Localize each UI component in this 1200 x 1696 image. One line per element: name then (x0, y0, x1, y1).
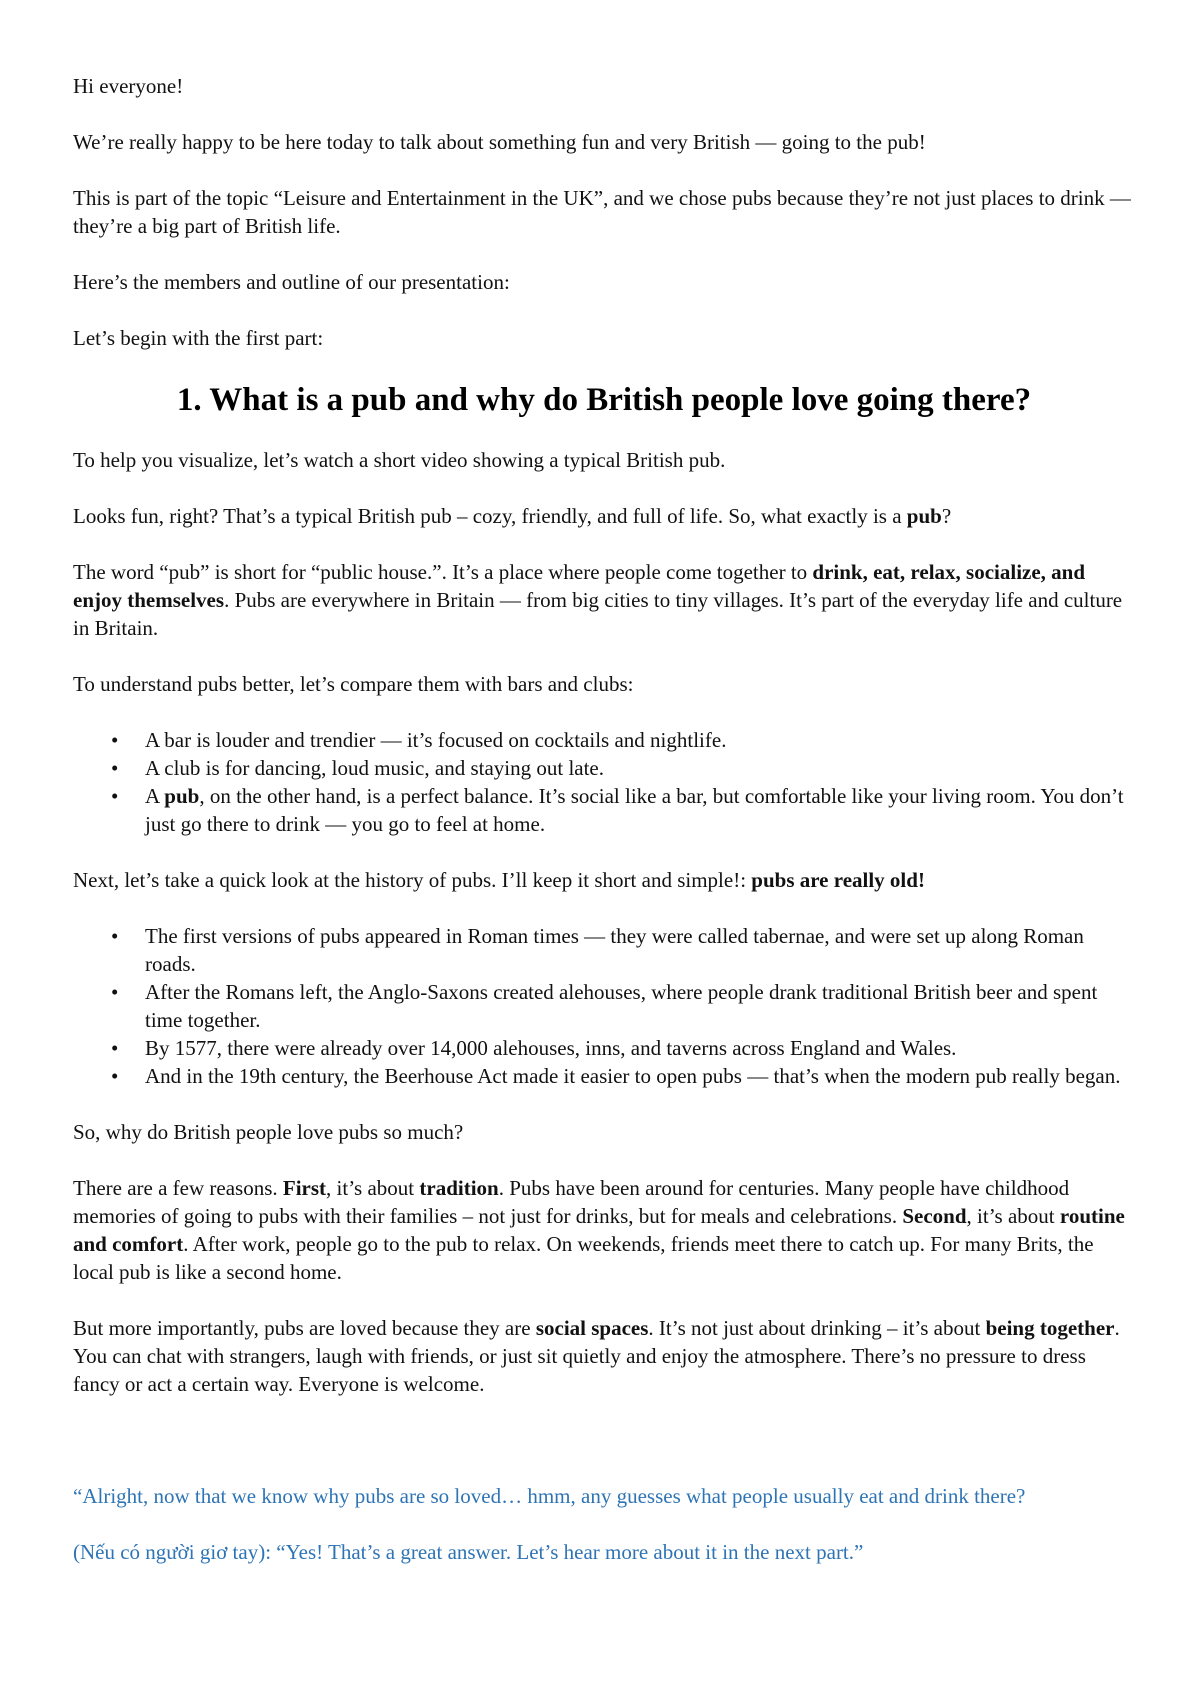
list-item (73, 754, 1135, 782)
begin-paragraph: Let’s begin with the first part: (73, 326, 324, 350)
looks-fun-text: Looks fun, right? That’s a typical British pub – cozy, friendly, and full of life. So, what exactly is a (73, 504, 907, 528)
compare-intro-paragraph: To understand pubs better, let’s compare them with bars and clubs: (73, 672, 634, 696)
reasons-text-4: , it’s about (966, 1204, 1060, 1228)
compare-pub-post: , on the other hand, is a perfect balance. It’s social like a bar, but comfortable like your living room. You don’t just go there to drink — you go to feel at home. (145, 784, 1124, 836)
compare-pub-bold: pub (164, 784, 200, 808)
looks-fun-end: ? (941, 504, 952, 528)
bullet-glyph: • (111, 1036, 119, 1060)
bullet-glyph: • (111, 1064, 119, 1088)
reasons-text-2: , it’s about (326, 1176, 420, 1200)
reasons-bold-tradition: tradition (419, 1176, 499, 1200)
response-note-paragraph: (Nếu có người giơ tay): “Yes! That’s a great answer. Let’s hear more about it in the next part.” (73, 1540, 864, 1564)
looks-fun-paragraph (73, 502, 1135, 530)
reasons-bold-second: Second (902, 1204, 967, 1228)
list-item (73, 1034, 1135, 1062)
reasons-bold-first: First (282, 1176, 327, 1200)
outline-paragraph: Here’s the members and outline of our presentation: (73, 270, 510, 294)
social-bold-together: being together (985, 1316, 1115, 1340)
history-item-text: And in the 19th century, the Beerhouse Act made it easier to open pubs — that’s when the modern pub really began. (145, 1064, 1121, 1088)
history-item-text: After the Romans left, the Anglo-Saxons created alehouses, where people drank traditional British beer and spent time together. (145, 980, 1098, 1032)
section-heading: 1. What is a pub and why do British people love going there? (176, 382, 1032, 418)
word-pub-paragraph (73, 558, 1135, 642)
list-item (73, 1062, 1135, 1090)
reasons-paragraph (73, 1174, 1135, 1286)
why-question-paragraph: So, why do British people love pubs so much? (73, 1120, 464, 1144)
word-pub-bold-1: drink, eat, relax, socialize, and enjoy themselves (73, 560, 1086, 612)
reasons-text-3: . Pubs have been around for centuries. Many people have childhood memories of going to pubs with their families – not just for drinks, but for meals and celebrations. (73, 1176, 1070, 1228)
history-item-text: The first versions of pubs appeared in Roman times — they were called tabernae, and were set up along Roman roads. (145, 924, 1084, 976)
list-item (73, 782, 1135, 838)
bullet-glyph: • (111, 924, 119, 948)
compare-list (73, 726, 1135, 838)
history-item-text: By 1577, there were already over 14,000 alehouses, inns, and taverns across England and Wales. (145, 1036, 957, 1060)
bullet-glyph: • (111, 728, 119, 752)
bullet-glyph: • (111, 784, 119, 808)
word-pub-text-1: The word “pub” is short for “public house.”. It’s a place where people come together to (73, 560, 813, 584)
social-text-1: But more importantly, pubs are loved because they are (73, 1316, 536, 1340)
list-item (73, 978, 1135, 1034)
word-pub-text-2: . Pubs are everywhere in Britain — from big cities to tiny villages. It’s part of the everyday life and culture in Britain. (73, 588, 1123, 640)
topic-paragraph: This is part of the topic “Leisure and Entertainment in the UK”, and we chose pubs because they’re not just places to drink — they’re a big part of British life. (73, 186, 1131, 238)
social-text-2: . It’s not just about drinking – it’s about (648, 1316, 986, 1340)
intro-paragraph: We’re really happy to be here today to talk about something fun and very British — going to the pub! (73, 130, 926, 154)
history-intro-bold: pubs are really old! (751, 868, 925, 892)
history-intro-paragraph (73, 866, 1135, 894)
list-item (73, 922, 1135, 978)
social-bold-spaces: social spaces (535, 1316, 649, 1340)
bullet-glyph: • (111, 980, 119, 1004)
transition-quote-paragraph: “Alright, now that we know why pubs are so loved… hmm, any guesses what people usually eat and drink there? (73, 1484, 1026, 1508)
list-item (73, 726, 1135, 754)
compare-club-text: A club is for dancing, loud music, and staying out late. (145, 756, 605, 780)
history-list (73, 922, 1135, 1090)
compare-pub-pre: A (145, 784, 165, 808)
video-paragraph: To help you visualize, let’s watch a short video showing a typical British pub. (73, 448, 726, 472)
social-text-3: . You can chat with strangers, laugh with friends, or just sit quietly and enjoy the atmosphere. There’s no pressure to dress fancy or act a certain way. Everyone is welcome. (73, 1316, 1120, 1396)
blank-space (73, 1426, 1135, 1482)
compare-bar-text: A bar is louder and trendier — it’s focused on cocktails and nightlife. (145, 728, 727, 752)
reasons-text-1: There are a few reasons. (73, 1176, 283, 1200)
social-paragraph (73, 1314, 1135, 1398)
looks-fun-bold: pub (906, 504, 942, 528)
reasons-bold-routine: routine and comfort (73, 1204, 1125, 1256)
bullet-glyph: • (111, 756, 119, 780)
history-intro-text: Next, let’s take a quick look at the history of pubs. I’ll keep it short and simple!: (73, 868, 752, 892)
reasons-text-5: . After work, people go to the pub to relax. On weekends, friends meet there to catch up. For many Brits, the local pub is like a second home. (73, 1232, 1094, 1284)
greeting-paragraph: Hi everyone! (73, 74, 184, 98)
document-body (73, 72, 1135, 1594)
